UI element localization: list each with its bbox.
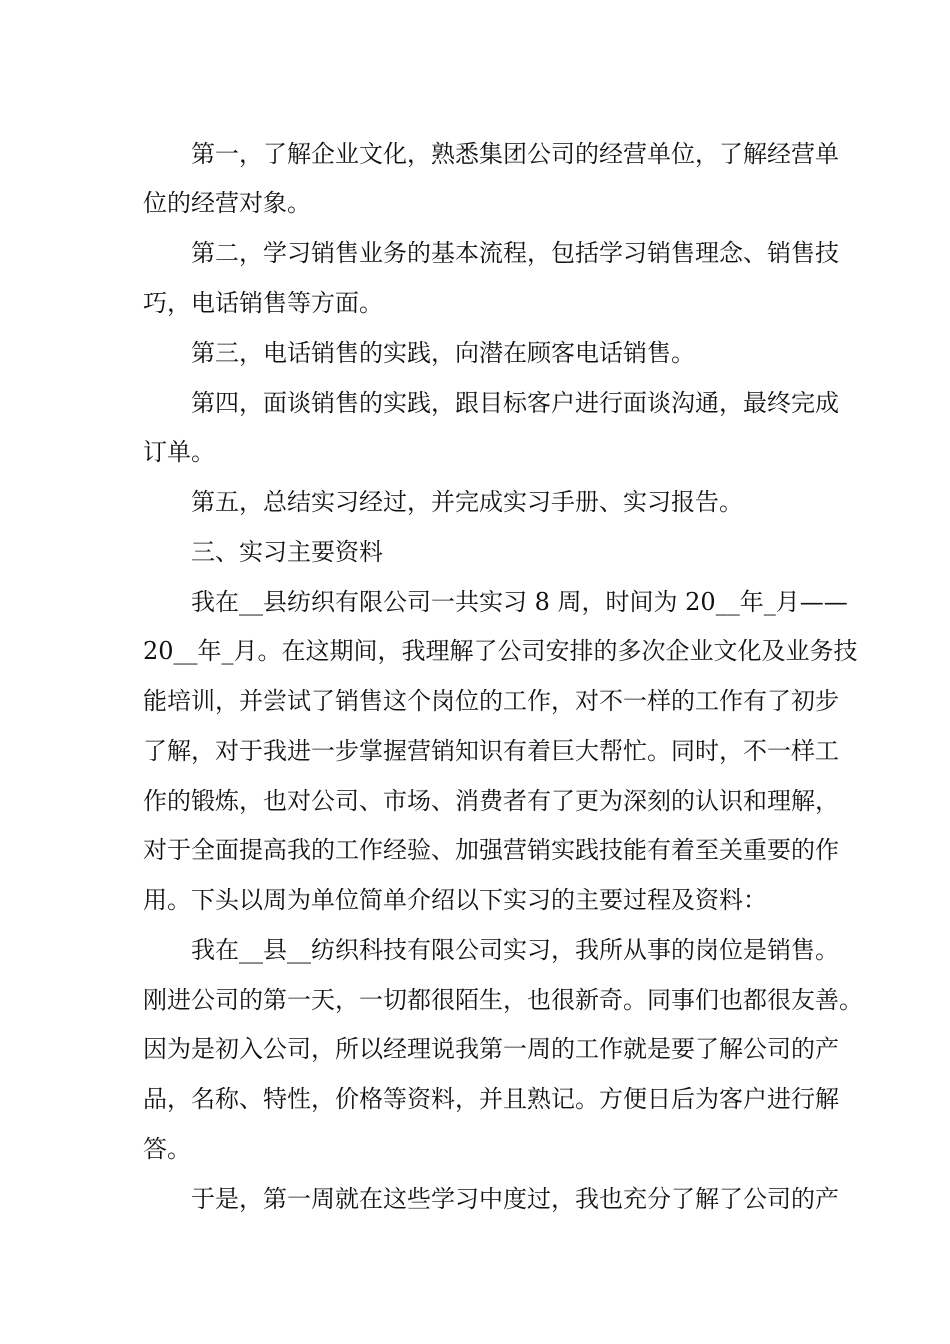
paragraph-line: 对于全面提高我的工作经验、加强营销实践技能有着至关重要的作 — [143, 836, 839, 864]
paragraph-line: 我在__县__纺织科技有限公司实习，我所从事的岗位是销售。 — [191, 936, 839, 964]
paragraph-line: 20__年_月。在这期间，我理解了公司安排的多次企业文化及业务技 — [143, 637, 858, 665]
paragraph-line: 巧，电话销售等方面。 — [143, 289, 383, 317]
paragraph-line: 了解，对于我进一步掌握营销知识有着巨大帮忙。同时，不一样工 — [143, 737, 839, 765]
section-heading: 三、实习主要资料 — [191, 538, 383, 566]
paragraph-line: 第三，电话销售的实践，向潜在顾客电话销售。 — [191, 339, 695, 367]
paragraph-line: 订单。 — [143, 438, 215, 466]
paragraph-line: 作的锻炼，也对公司、市场、消费者有了更为深刻的认识和理解， — [143, 787, 839, 815]
paragraph-line: 刚进公司的第一天，一切都很陌生，也很新奇。同事们也都很友善。 — [143, 986, 863, 1014]
paragraph-line: 于是，第一周就在这些学习中度过，我也充分了解了公司的产 — [191, 1185, 839, 1213]
paragraph-line: 能培训，并尝试了销售这个岗位的工作，对不一样的工作有了初步 — [143, 687, 839, 715]
paragraph-line: 用。下头以周为单位简单介绍以下实习的主要过程及资料： — [143, 886, 767, 914]
paragraph-line: 答。 — [143, 1135, 191, 1163]
paragraph-line: 第四，面谈销售的实践，跟目标客户进行面谈沟通，最终完成 — [191, 389, 839, 417]
paragraph-line: 第一，了解企业文化，熟悉集团公司的经营单位，了解经营单 — [191, 140, 839, 168]
paragraph-line: 位的经营对象。 — [143, 189, 311, 217]
paragraph-line: 因为是初入公司，所以经理说我第一周的工作就是要了解公司的产 — [143, 1035, 839, 1063]
paragraph-line: 第五，总结实习经过，并完成实习手册、实习报告。 — [191, 488, 743, 516]
paragraph-line: 品，名称、特性，价格等资料，并且熟记。方便日后为客户进行解 — [143, 1085, 839, 1113]
paragraph-line: 我在__县纺织有限公司一共实习 8 周，时间为 20__年_月—— — [191, 588, 848, 616]
paragraph-line: 第二，学习销售业务的基本流程，包括学习销售理念、销售技 — [191, 239, 839, 267]
